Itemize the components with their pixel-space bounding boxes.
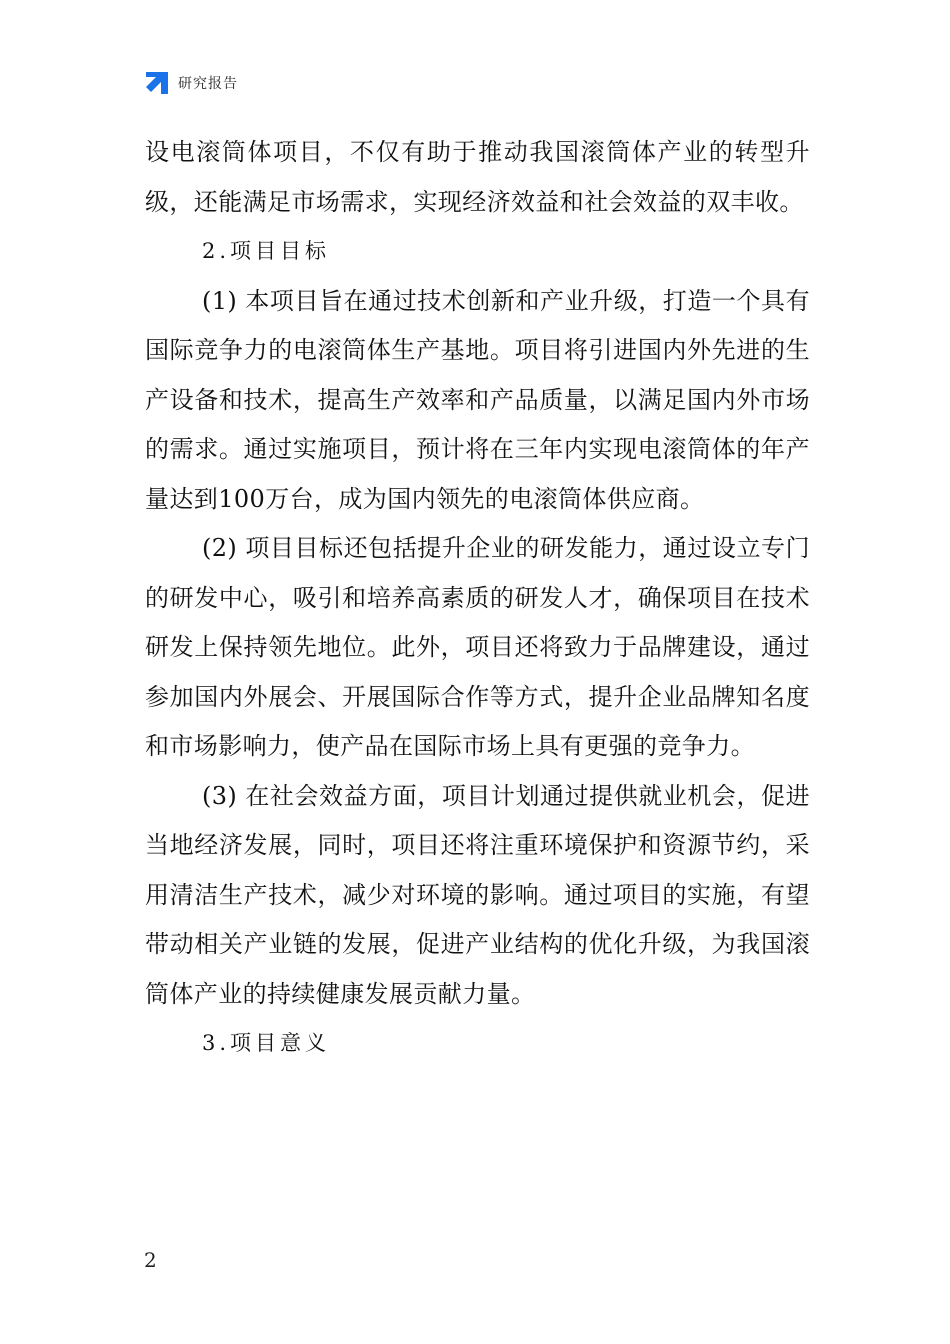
section-heading-significance: 3.项目意义 <box>202 1031 331 1055</box>
report-label: 研究报告 <box>178 76 238 92</box>
page-number: 2 <box>144 1248 157 1272</box>
goal-paragraph-2: (2) 项目目标还包括提升企业的研发能力，通过设立专门的研发中心，吸引和培养高素质的研发人才，确保项目在技术研发上保持领先地位。此外，项目还将致力于品牌建设，通过参加国内外展会、开展国际合作等方式，提升企业品牌知名度和市场影响力，使产品在国际市场上具有更强的竞争力。 <box>145 534 810 760</box>
page-header <box>144 70 238 96</box>
section-heading-goals: 2.项目目标 <box>202 239 331 263</box>
goal-paragraph-1: (1) 本项目旨在通过技术创新和产业升级，打造一个具有国际竞争力的电滚筒体生产基地。项目将引进国内外先进的生产设备和技术，提高生产效率和产品质量，以满足国内外市场的需求。通过实施项目，预计将在三年内实现电滚筒体的年产量达到100万台，成为国内领先的电滚筒体供应商。 <box>145 286 810 513</box>
goal-paragraph-3: (3) 在社会效益方面，项目计划通过提供就业机会，促进当地经济发展，同时，项目还将注重环境保护和资源节约，采用清洁生产技术，减少对环境的影响。通过项目的实施，有望带动相关产业链的发展，促进产业结构的优化升级，为我国滚筒体产业的持续健康发展贡献力量。 <box>145 781 810 1008</box>
intro-paragraph: 设电滚筒体项目，不仅有助于推动我国滚筒体产业的转型升级，还能满足市场需求，实现经济效益和社会效益的双丰收。 <box>145 138 810 216</box>
arrow-up-right-logo-icon <box>144 70 170 96</box>
document-body <box>145 128 810 1069</box>
